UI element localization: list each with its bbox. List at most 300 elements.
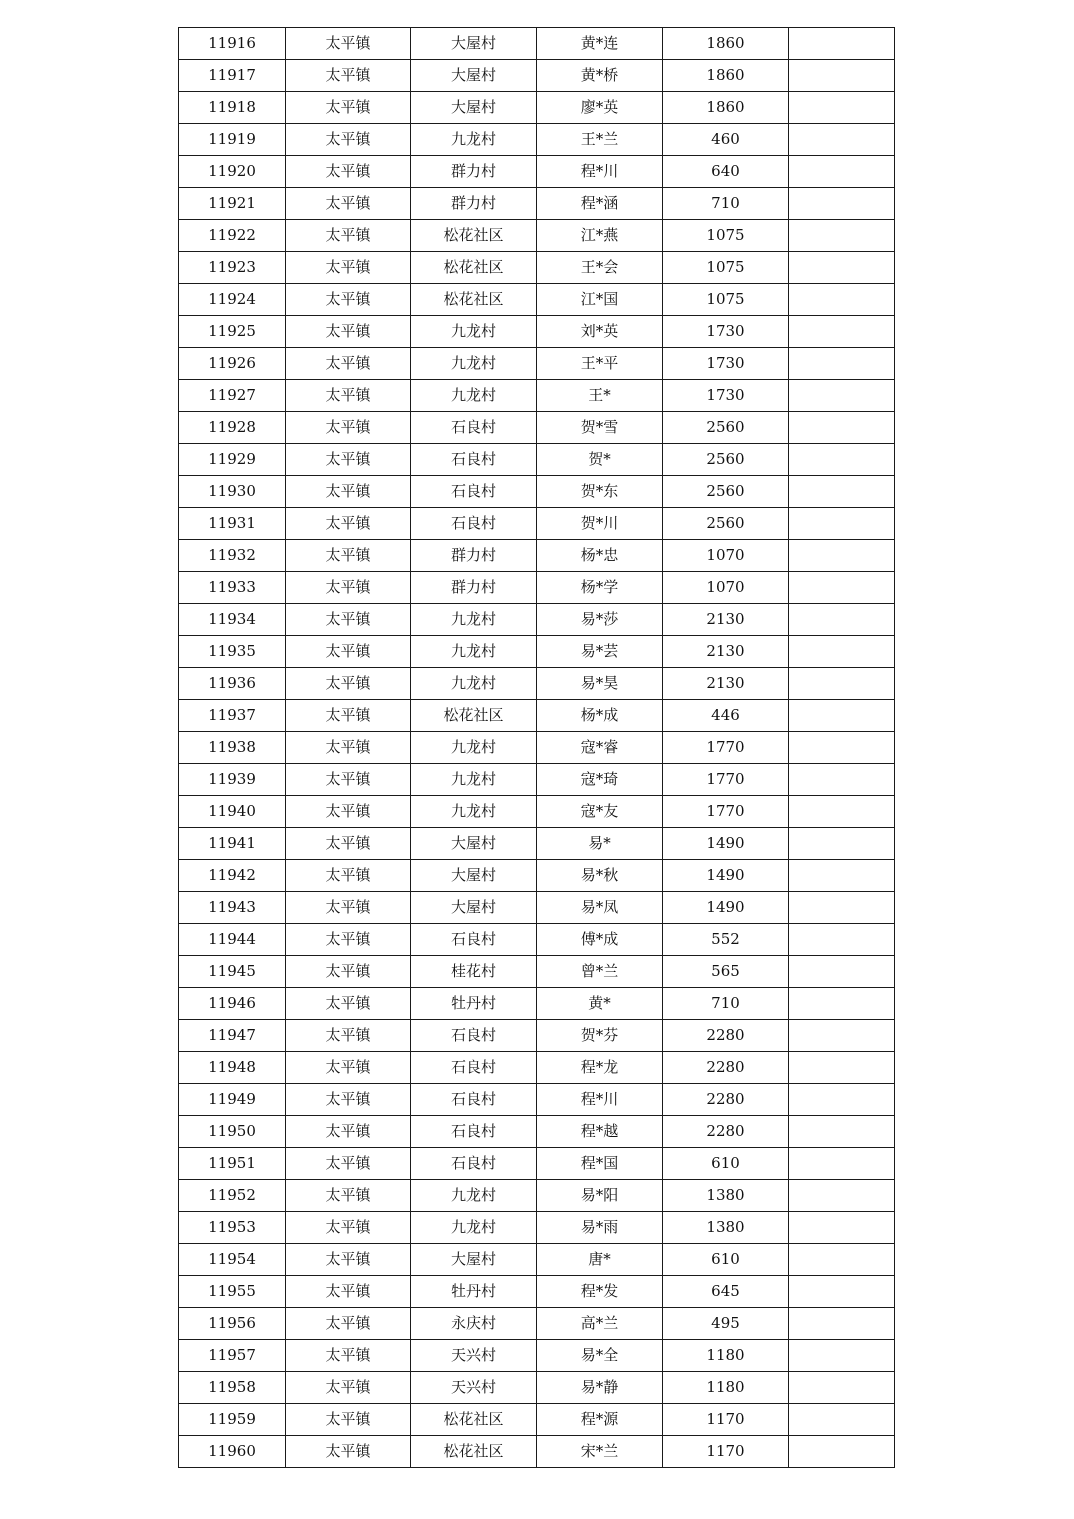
cell-id: 11930 (179, 476, 286, 508)
cell-village: 九龙村 (411, 380, 537, 412)
cell-amount: 1075 (663, 252, 789, 284)
cell-town: 太平镇 (286, 508, 411, 540)
cell-name: 易*莎 (537, 604, 663, 636)
cell-amount: 460 (663, 124, 789, 156)
cell-village: 天兴村 (411, 1372, 537, 1404)
cell-town: 太平镇 (286, 1116, 411, 1148)
cell-name: 易*阳 (537, 1180, 663, 1212)
cell-name: 程*国 (537, 1148, 663, 1180)
cell-amount: 1730 (663, 316, 789, 348)
cell-name: 程*龙 (537, 1052, 663, 1084)
cell-id: 11950 (179, 1116, 286, 1148)
cell-name: 宋*兰 (537, 1436, 663, 1468)
cell-town: 太平镇 (286, 636, 411, 668)
table-row (179, 1308, 895, 1340)
table-row (179, 508, 895, 540)
table-row (179, 732, 895, 764)
cell-town: 太平镇 (286, 380, 411, 412)
cell-name: 杨*学 (537, 572, 663, 604)
cell-village: 九龙村 (411, 636, 537, 668)
cell-amount: 1170 (663, 1404, 789, 1436)
data-table (178, 27, 895, 1468)
cell-town: 太平镇 (286, 700, 411, 732)
table-row (179, 604, 895, 636)
cell-name: 易*雨 (537, 1212, 663, 1244)
cell-town: 太平镇 (286, 188, 411, 220)
cell-village: 松花社区 (411, 252, 537, 284)
table-row (179, 28, 895, 60)
cell-amount: 1730 (663, 380, 789, 412)
cell-note (789, 764, 895, 796)
cell-name: 寇*友 (537, 796, 663, 828)
cell-village: 松花社区 (411, 1436, 537, 1468)
cell-name: 贺* (537, 444, 663, 476)
cell-town: 太平镇 (286, 1180, 411, 1212)
cell-amount: 1770 (663, 764, 789, 796)
cell-id: 11924 (179, 284, 286, 316)
cell-name: 易*昊 (537, 668, 663, 700)
cell-note (789, 988, 895, 1020)
cell-amount: 610 (663, 1148, 789, 1180)
cell-town: 太平镇 (286, 412, 411, 444)
cell-town: 太平镇 (286, 988, 411, 1020)
cell-town: 太平镇 (286, 1084, 411, 1116)
cell-town: 太平镇 (286, 1052, 411, 1084)
cell-name: 刘*英 (537, 316, 663, 348)
cell-note (789, 412, 895, 444)
cell-id: 11955 (179, 1276, 286, 1308)
cell-village: 九龙村 (411, 1180, 537, 1212)
cell-town: 太平镇 (286, 668, 411, 700)
cell-village: 大屋村 (411, 892, 537, 924)
cell-note (789, 444, 895, 476)
table-row (179, 380, 895, 412)
cell-village: 九龙村 (411, 796, 537, 828)
cell-id: 11954 (179, 1244, 286, 1276)
cell-id: 11931 (179, 508, 286, 540)
cell-village: 石良村 (411, 444, 537, 476)
cell-note (789, 636, 895, 668)
cell-village: 松花社区 (411, 284, 537, 316)
cell-amount: 1180 (663, 1340, 789, 1372)
cell-village: 牡丹村 (411, 988, 537, 1020)
table-row (179, 1244, 895, 1276)
cell-town: 太平镇 (286, 124, 411, 156)
cell-name: 程*涵 (537, 188, 663, 220)
table-row (179, 316, 895, 348)
cell-town: 太平镇 (286, 284, 411, 316)
table-row (179, 348, 895, 380)
cell-town: 太平镇 (286, 828, 411, 860)
cell-village: 松花社区 (411, 1404, 537, 1436)
cell-town: 太平镇 (286, 1212, 411, 1244)
cell-village: 九龙村 (411, 124, 537, 156)
cell-name: 曾*兰 (537, 956, 663, 988)
cell-village: 群力村 (411, 188, 537, 220)
table-row (179, 1404, 895, 1436)
cell-id: 11917 (179, 60, 286, 92)
table-row (179, 1212, 895, 1244)
table-row (179, 668, 895, 700)
table-row (179, 540, 895, 572)
cell-note (789, 1212, 895, 1244)
cell-town: 太平镇 (286, 1436, 411, 1468)
cell-name: 易*芸 (537, 636, 663, 668)
cell-note (789, 572, 895, 604)
cell-note (789, 28, 895, 60)
cell-amount: 2280 (663, 1020, 789, 1052)
cell-village: 九龙村 (411, 348, 537, 380)
cell-id: 11939 (179, 764, 286, 796)
cell-id: 11952 (179, 1180, 286, 1212)
cell-id: 11918 (179, 92, 286, 124)
cell-note (789, 1372, 895, 1404)
cell-amount: 610 (663, 1244, 789, 1276)
cell-amount: 1070 (663, 572, 789, 604)
cell-town: 太平镇 (286, 60, 411, 92)
table-row (179, 60, 895, 92)
cell-amount: 1770 (663, 732, 789, 764)
cell-note (789, 1084, 895, 1116)
table-row (179, 252, 895, 284)
cell-amount: 2280 (663, 1084, 789, 1116)
cell-note (789, 348, 895, 380)
cell-village: 松花社区 (411, 220, 537, 252)
cell-id: 11951 (179, 1148, 286, 1180)
table-row (179, 1180, 895, 1212)
cell-name: 王*会 (537, 252, 663, 284)
cell-town: 太平镇 (286, 476, 411, 508)
cell-name: 易*秋 (537, 860, 663, 892)
cell-name: 江*国 (537, 284, 663, 316)
cell-note (789, 1276, 895, 1308)
cell-id: 11923 (179, 252, 286, 284)
cell-note (789, 956, 895, 988)
table-row (179, 1340, 895, 1372)
cell-village: 永庆村 (411, 1308, 537, 1340)
cell-town: 太平镇 (286, 252, 411, 284)
cell-amount: 1860 (663, 92, 789, 124)
cell-note (789, 1308, 895, 1340)
table-row (179, 1276, 895, 1308)
cell-note (789, 284, 895, 316)
table-row (179, 220, 895, 252)
cell-town: 太平镇 (286, 572, 411, 604)
cell-town: 太平镇 (286, 604, 411, 636)
cell-amount: 1730 (663, 348, 789, 380)
cell-id: 11916 (179, 28, 286, 60)
cell-id: 11934 (179, 604, 286, 636)
cell-name: 易* (537, 828, 663, 860)
cell-amount: 1380 (663, 1180, 789, 1212)
cell-id: 11929 (179, 444, 286, 476)
cell-note (789, 476, 895, 508)
cell-id: 11926 (179, 348, 286, 380)
cell-amount: 2280 (663, 1052, 789, 1084)
cell-id: 11942 (179, 860, 286, 892)
cell-id: 11937 (179, 700, 286, 732)
cell-town: 太平镇 (286, 892, 411, 924)
cell-amount: 495 (663, 1308, 789, 1340)
cell-id: 11922 (179, 220, 286, 252)
cell-name: 程*川 (537, 156, 663, 188)
cell-amount: 640 (663, 156, 789, 188)
cell-id: 11921 (179, 188, 286, 220)
cell-note (789, 220, 895, 252)
cell-town: 太平镇 (286, 28, 411, 60)
table-row (179, 284, 895, 316)
cell-id: 11941 (179, 828, 286, 860)
cell-note (789, 1020, 895, 1052)
table-row (179, 156, 895, 188)
cell-name: 王*兰 (537, 124, 663, 156)
cell-id: 11957 (179, 1340, 286, 1372)
cell-id: 11948 (179, 1052, 286, 1084)
cell-town: 太平镇 (286, 348, 411, 380)
cell-village: 石良村 (411, 924, 537, 956)
cell-amount: 565 (663, 956, 789, 988)
cell-village: 九龙村 (411, 732, 537, 764)
table-row (179, 124, 895, 156)
cell-amount: 645 (663, 1276, 789, 1308)
table-row (179, 1436, 895, 1468)
cell-note (789, 1180, 895, 1212)
cell-amount: 2130 (663, 668, 789, 700)
cell-town: 太平镇 (286, 540, 411, 572)
cell-name: 易*全 (537, 1340, 663, 1372)
cell-id: 11946 (179, 988, 286, 1020)
cell-name: 贺*川 (537, 508, 663, 540)
cell-note (789, 1052, 895, 1084)
cell-id: 11927 (179, 380, 286, 412)
cell-note (789, 1404, 895, 1436)
cell-village: 九龙村 (411, 764, 537, 796)
table-row (179, 1116, 895, 1148)
cell-village: 九龙村 (411, 668, 537, 700)
cell-id: 11944 (179, 924, 286, 956)
cell-amount: 2130 (663, 604, 789, 636)
cell-note (789, 1116, 895, 1148)
cell-note (789, 60, 895, 92)
cell-town: 太平镇 (286, 796, 411, 828)
cell-amount: 1860 (663, 28, 789, 60)
cell-id: 11947 (179, 1020, 286, 1052)
cell-amount: 1860 (663, 60, 789, 92)
cell-amount: 1770 (663, 796, 789, 828)
cell-name: 王* (537, 380, 663, 412)
cell-amount: 710 (663, 188, 789, 220)
cell-name: 傅*成 (537, 924, 663, 956)
cell-note (789, 316, 895, 348)
cell-town: 太平镇 (286, 1276, 411, 1308)
cell-amount: 1490 (663, 860, 789, 892)
cell-note (789, 668, 895, 700)
cell-name: 廖*英 (537, 92, 663, 124)
cell-village: 大屋村 (411, 1244, 537, 1276)
cell-village: 松花社区 (411, 700, 537, 732)
table-row (179, 860, 895, 892)
cell-name: 易*静 (537, 1372, 663, 1404)
cell-town: 太平镇 (286, 1244, 411, 1276)
cell-town: 太平镇 (286, 956, 411, 988)
cell-town: 太平镇 (286, 316, 411, 348)
cell-id: 11956 (179, 1308, 286, 1340)
cell-note (789, 380, 895, 412)
table-row (179, 892, 895, 924)
cell-amount: 1075 (663, 220, 789, 252)
cell-note (789, 156, 895, 188)
cell-amount: 1490 (663, 828, 789, 860)
cell-village: 石良村 (411, 1052, 537, 1084)
cell-id: 11928 (179, 412, 286, 444)
table-row (179, 764, 895, 796)
cell-village: 群力村 (411, 540, 537, 572)
cell-id: 11959 (179, 1404, 286, 1436)
cell-id: 11938 (179, 732, 286, 764)
cell-name: 贺*雪 (537, 412, 663, 444)
cell-id: 11960 (179, 1436, 286, 1468)
cell-id: 11953 (179, 1212, 286, 1244)
cell-amount: 1490 (663, 892, 789, 924)
cell-name: 唐* (537, 1244, 663, 1276)
cell-name: 寇*琦 (537, 764, 663, 796)
cell-note (789, 1148, 895, 1180)
table-row (179, 572, 895, 604)
cell-amount: 2560 (663, 412, 789, 444)
cell-id: 11935 (179, 636, 286, 668)
cell-id: 11949 (179, 1084, 286, 1116)
cell-note (789, 124, 895, 156)
cell-village: 石良村 (411, 508, 537, 540)
cell-note (789, 860, 895, 892)
cell-village: 大屋村 (411, 60, 537, 92)
cell-id: 11925 (179, 316, 286, 348)
cell-amount: 710 (663, 988, 789, 1020)
cell-amount: 1170 (663, 1436, 789, 1468)
cell-id: 11945 (179, 956, 286, 988)
cell-name: 程*越 (537, 1116, 663, 1148)
cell-name: 王*平 (537, 348, 663, 380)
cell-town: 太平镇 (286, 764, 411, 796)
cell-village: 桂花村 (411, 956, 537, 988)
cell-town: 太平镇 (286, 1148, 411, 1180)
cell-town: 太平镇 (286, 444, 411, 476)
cell-town: 太平镇 (286, 220, 411, 252)
cell-note (789, 1340, 895, 1372)
cell-name: 黄*桥 (537, 60, 663, 92)
cell-id: 11958 (179, 1372, 286, 1404)
table-row (179, 924, 895, 956)
cell-name: 黄* (537, 988, 663, 1020)
cell-note (789, 892, 895, 924)
cell-note (789, 604, 895, 636)
cell-village: 大屋村 (411, 860, 537, 892)
cell-id: 11943 (179, 892, 286, 924)
cell-town: 太平镇 (286, 1340, 411, 1372)
cell-id: 11936 (179, 668, 286, 700)
cell-note (789, 924, 895, 956)
table-row (179, 188, 895, 220)
cell-town: 太平镇 (286, 1404, 411, 1436)
cell-town: 太平镇 (286, 732, 411, 764)
cell-amount: 446 (663, 700, 789, 732)
cell-name: 程*发 (537, 1276, 663, 1308)
table-row (179, 700, 895, 732)
cell-amount: 2560 (663, 444, 789, 476)
cell-id: 11932 (179, 540, 286, 572)
cell-amount: 2560 (663, 476, 789, 508)
cell-town: 太平镇 (286, 1020, 411, 1052)
table-row (179, 796, 895, 828)
cell-village: 石良村 (411, 1084, 537, 1116)
cell-village: 九龙村 (411, 316, 537, 348)
cell-name: 江*燕 (537, 220, 663, 252)
table-row (179, 1020, 895, 1052)
cell-id: 11920 (179, 156, 286, 188)
table-row (179, 1084, 895, 1116)
cell-town: 太平镇 (286, 860, 411, 892)
cell-amount: 1070 (663, 540, 789, 572)
table-row (179, 828, 895, 860)
table-row (179, 1052, 895, 1084)
cell-name: 程*川 (537, 1084, 663, 1116)
cell-village: 石良村 (411, 476, 537, 508)
table-row (179, 1372, 895, 1404)
cell-village: 天兴村 (411, 1340, 537, 1372)
cell-name: 贺*芬 (537, 1020, 663, 1052)
table-row (179, 636, 895, 668)
cell-village: 九龙村 (411, 604, 537, 636)
table-row (179, 444, 895, 476)
cell-village: 石良村 (411, 1020, 537, 1052)
cell-village: 石良村 (411, 1116, 537, 1148)
cell-amount: 2280 (663, 1116, 789, 1148)
cell-note (789, 1244, 895, 1276)
cell-town: 太平镇 (286, 92, 411, 124)
cell-town: 太平镇 (286, 1372, 411, 1404)
cell-amount: 1075 (663, 284, 789, 316)
table-row (179, 412, 895, 444)
cell-village: 大屋村 (411, 828, 537, 860)
cell-amount: 552 (663, 924, 789, 956)
cell-amount: 2560 (663, 508, 789, 540)
cell-name: 杨*忠 (537, 540, 663, 572)
cell-note (789, 700, 895, 732)
cell-note (789, 188, 895, 220)
cell-amount: 2130 (663, 636, 789, 668)
cell-id: 11919 (179, 124, 286, 156)
cell-note (789, 252, 895, 284)
cell-note (789, 1436, 895, 1468)
table-body (179, 28, 895, 1468)
cell-village: 九龙村 (411, 1212, 537, 1244)
cell-name: 程*源 (537, 1404, 663, 1436)
cell-village: 群力村 (411, 156, 537, 188)
cell-town: 太平镇 (286, 1308, 411, 1340)
cell-note (789, 828, 895, 860)
table-row (179, 1148, 895, 1180)
cell-village: 石良村 (411, 412, 537, 444)
cell-id: 11940 (179, 796, 286, 828)
cell-note (789, 796, 895, 828)
cell-village: 群力村 (411, 572, 537, 604)
cell-name: 易*凤 (537, 892, 663, 924)
table-row (179, 92, 895, 124)
table-row (179, 956, 895, 988)
cell-village: 石良村 (411, 1148, 537, 1180)
cell-name: 贺*东 (537, 476, 663, 508)
cell-id: 11933 (179, 572, 286, 604)
